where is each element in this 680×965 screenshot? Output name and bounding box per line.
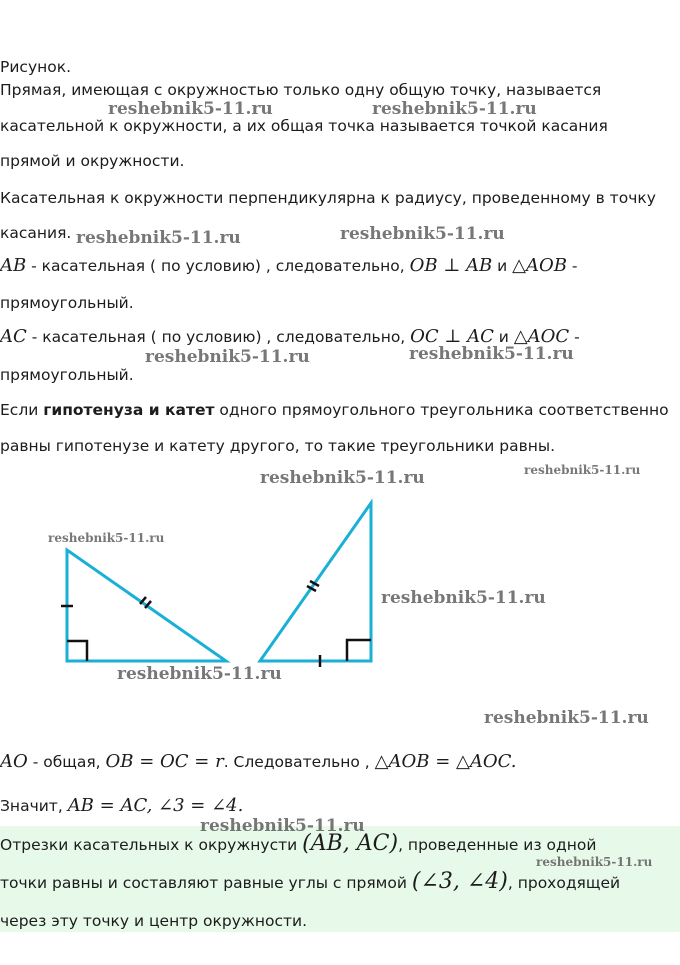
math-ao: AO <box>0 751 28 772</box>
figure-caption: Рисунок. <box>0 58 72 76</box>
math-ac: AC <box>0 326 27 347</box>
theorem-line-2: касания. <box>0 224 72 242</box>
conclusion-tail-1: , проведенные из одной <box>398 836 597 854</box>
right-right-angle-mark <box>347 640 371 661</box>
watermark: reshebnik5-11.ru <box>76 228 241 248</box>
conclusion-text-1: Отрезки касательных к окружнусти <box>0 836 303 854</box>
hl-lead: Если <box>0 401 44 419</box>
theorem-line-1: Касательная к окружности перпендикулярна к радиусу, проведенному в точку <box>0 189 656 207</box>
conclusion-line-1 <box>0 831 597 856</box>
watermark: reshebnik5-11.ru <box>48 531 165 545</box>
watermark: reshebnik5-11.ru <box>340 224 505 244</box>
conclusion-text-2: точки равны и составляют равные углы с прямой <box>0 874 412 892</box>
common-text: - общая, <box>27 753 106 771</box>
and-text: и <box>493 328 514 346</box>
and-text: и <box>492 257 513 275</box>
hl-rest: одного прямоугольного треугольника соответственно <box>214 401 669 419</box>
definition-line-2: касательной к окружности, а их общая точка называется точкой касания <box>0 117 608 135</box>
math-ob-oc-r: OB = OC = r <box>105 751 224 772</box>
math-angles-pair: (∠3, ∠4) <box>411 869 508 894</box>
right-triangle <box>260 503 371 661</box>
conclusion-tail-2: , проходящей <box>507 874 621 892</box>
tangent-ab-text: - касательная ( по условию) , следовательно, <box>26 257 410 275</box>
conclusion-line-2 <box>0 869 621 894</box>
math-ob-perp-ab: OB ⊥ AB <box>409 255 493 276</box>
watermark: reshebnik5-11.ru <box>200 816 365 836</box>
math-ab-ac-angles: AB = AC, ∠3 = ∠4. <box>67 795 244 816</box>
consequently-text: . Следовательно , <box>223 753 375 771</box>
watermark: reshebnik5-11.ru <box>117 664 282 684</box>
math-triangle-aob: △AOB <box>512 255 567 276</box>
hl-bold: гипотенуза и катет <box>43 401 215 419</box>
math-triangles-equal: △AOB = △AOC. <box>374 751 517 772</box>
watermark: reshebnik5-11.ru <box>536 855 653 869</box>
watermark: reshebnik5-11.ru <box>381 588 546 608</box>
common-side-line <box>0 752 516 772</box>
watermark: reshebnik5-11.ru <box>484 708 649 728</box>
watermark: reshebnik5-11.ru <box>524 463 641 477</box>
therefore-lead: Значит, <box>0 797 68 815</box>
watermark: reshebnik5-11.ru <box>372 99 537 119</box>
tangent-ab-line-2: прямоугольный. <box>0 294 134 312</box>
dash-text: - <box>569 328 580 346</box>
definition-line-3: прямой и окружности. <box>0 152 185 170</box>
tangent-ac-line-2: прямоугольный. <box>0 366 134 384</box>
watermark: reshebnik5-11.ru <box>108 99 273 119</box>
conclusion-line-3: через эту точку и центр окружности. <box>0 912 308 930</box>
dash-text: - <box>566 257 578 275</box>
math-oc-perp-ac: OC ⊥ AC <box>410 326 494 347</box>
math-ab-ac-pair: (AB, AC) <box>302 831 399 856</box>
watermark: reshebnik5-11.ru <box>260 468 425 488</box>
hl-theorem-line-2: равны гипотенузе и катету другого, то такие треугольники равны. <box>0 437 556 455</box>
left-right-angle-mark <box>67 641 87 661</box>
therefore-line <box>0 796 243 816</box>
definition-line-1: Прямая, имеющая с окружностью только одну общую точку, называется <box>0 81 602 99</box>
watermark: reshebnik5-11.ru <box>409 344 574 364</box>
tangent-ac-text: - касательная ( по условию) , следовательно, <box>26 328 411 346</box>
watermark: reshebnik5-11.ru <box>145 347 310 367</box>
math-triangle-aoc: △AOC <box>513 326 570 347</box>
math-ab: AB <box>0 255 27 276</box>
